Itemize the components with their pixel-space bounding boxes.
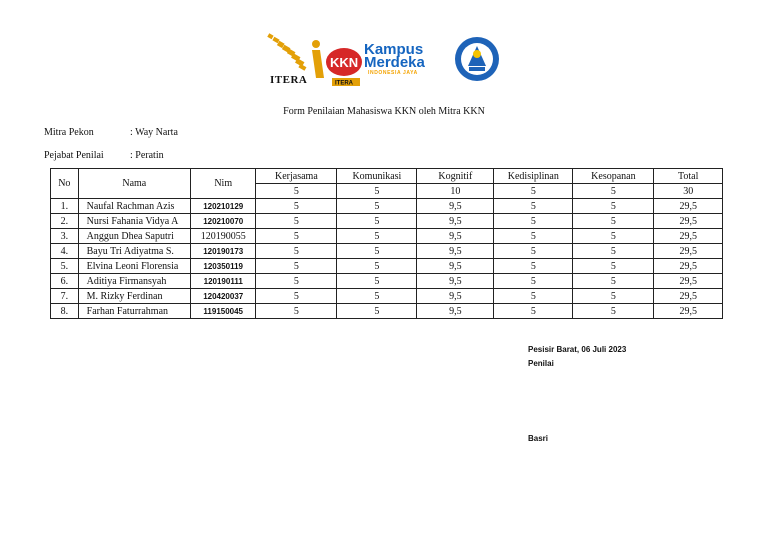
cell-kerjasama: 5 bbox=[256, 274, 337, 289]
cell-kognitif: 9,5 bbox=[417, 229, 494, 244]
table-row bbox=[51, 259, 723, 274]
cell-kerjasama: 5 bbox=[256, 289, 337, 304]
cell-no: 1. bbox=[51, 199, 79, 214]
cell-kedisiplinan: 5 bbox=[494, 199, 573, 214]
kampus-merdeka-line1: Kampus bbox=[364, 41, 424, 58]
cell-nim: 120420037 bbox=[190, 289, 255, 304]
cell-no: 4. bbox=[51, 244, 79, 259]
cell-komunikasi: 5 bbox=[337, 289, 417, 304]
cell-nama: Nursi Fahania Vidya A bbox=[78, 214, 190, 229]
cell-kerjasama: 5 bbox=[256, 229, 337, 244]
cell-no: 8. bbox=[51, 304, 79, 319]
cell-kognitif: 9,5 bbox=[417, 259, 494, 274]
header-total: Total bbox=[654, 169, 723, 184]
cell-kesopanan: 5 bbox=[573, 274, 654, 289]
cell-total: 29,5 bbox=[654, 304, 723, 319]
cell-nama: Naufal Rachman Azis bbox=[78, 199, 190, 214]
cell-komunikasi: 5 bbox=[337, 304, 417, 319]
cell-kedisiplinan: 5 bbox=[494, 304, 573, 319]
cell-nama: Bayu Tri Adiyatma S. bbox=[78, 244, 190, 259]
cell-kesopanan: 5 bbox=[573, 229, 654, 244]
header-kesopanan: Kesopanan bbox=[573, 169, 654, 184]
cell-total: 29,5 bbox=[654, 289, 723, 304]
cell-no: 3. bbox=[51, 229, 79, 244]
cell-kerjasama: 5 bbox=[256, 244, 337, 259]
cell-nama: Anggun Dhea Saputri bbox=[78, 229, 190, 244]
cell-kognitif: 9,5 bbox=[417, 199, 494, 214]
header-nama: Nama bbox=[78, 169, 190, 199]
table-row bbox=[51, 199, 723, 214]
cell-kesopanan: 5 bbox=[573, 214, 654, 229]
assessment-table bbox=[50, 168, 723, 319]
cell-nama: Elvina Leoni Florensia bbox=[78, 259, 190, 274]
cell-total: 29,5 bbox=[654, 214, 723, 229]
page-title: Form Penilaian Mahasiswa KKN oleh Mitra KKN bbox=[283, 106, 485, 117]
cell-kedisiplinan: 5 bbox=[494, 274, 573, 289]
signature-place-date: Pesisir Barat, 06 Juli 2023 bbox=[528, 345, 627, 354]
cell-kedisiplinan: 5 bbox=[494, 229, 573, 244]
cell-nama: Aditiya Firmansyah bbox=[78, 274, 190, 289]
kampus-merdeka-logo bbox=[364, 42, 446, 78]
max-komunikasi: 5 bbox=[337, 184, 417, 199]
cell-total: 29,5 bbox=[654, 199, 723, 214]
mitra-pekon-label: Mitra Pekon bbox=[44, 127, 94, 138]
cell-kerjasama: 5 bbox=[256, 304, 337, 319]
cell-komunikasi: 5 bbox=[337, 214, 417, 229]
header-logos bbox=[264, 30, 504, 90]
kkn-logo-subtext: ITERA bbox=[335, 80, 353, 87]
cell-nim: 120350119 bbox=[190, 259, 255, 274]
cell-kesopanan: 5 bbox=[573, 289, 654, 304]
cell-kedisiplinan: 5 bbox=[494, 289, 573, 304]
max-kedisiplinan: 5 bbox=[494, 184, 573, 199]
table-row bbox=[51, 274, 723, 289]
cell-nim: 119150045 bbox=[190, 304, 255, 319]
table-row bbox=[51, 304, 723, 319]
cell-komunikasi: 5 bbox=[337, 274, 417, 289]
cell-kognitif: 9,5 bbox=[417, 289, 494, 304]
kkn-logo-icon bbox=[308, 38, 364, 88]
cell-kesopanan: 5 bbox=[573, 259, 654, 274]
cell-kedisiplinan: 5 bbox=[494, 259, 573, 274]
cell-total: 29,5 bbox=[654, 229, 723, 244]
cell-nim: 120190173 bbox=[190, 244, 255, 259]
cell-nama: M. Rizky Ferdinan bbox=[78, 289, 190, 304]
cell-no: 6. bbox=[51, 274, 79, 289]
cell-no: 2. bbox=[51, 214, 79, 229]
mitra-pekon-row bbox=[44, 127, 178, 138]
tut-wuri-handayani-emblem-icon bbox=[454, 36, 500, 82]
cell-total: 29,5 bbox=[654, 259, 723, 274]
cell-total: 29,5 bbox=[654, 244, 723, 259]
header-komunikasi: Komunikasi bbox=[337, 169, 417, 184]
table-row bbox=[51, 244, 723, 259]
table-row bbox=[51, 289, 723, 304]
cell-nim: 120210129 bbox=[190, 199, 255, 214]
header-kognitif: Kognitif bbox=[417, 169, 494, 184]
cell-kedisiplinan: 5 bbox=[494, 214, 573, 229]
cell-komunikasi: 5 bbox=[337, 199, 417, 214]
max-total: 30 bbox=[654, 184, 723, 199]
kampus-merdeka-line3: INDONESIA JAYA bbox=[368, 70, 418, 76]
max-kesopanan: 5 bbox=[573, 184, 654, 199]
header-no: No bbox=[51, 169, 79, 199]
cell-kerjasama: 5 bbox=[256, 214, 337, 229]
cell-kognitif: 9,5 bbox=[417, 214, 494, 229]
cell-nim: 120190111 bbox=[190, 274, 255, 289]
cell-kesopanan: 5 bbox=[573, 304, 654, 319]
cell-no: 7. bbox=[51, 289, 79, 304]
mitra-pekon-value: : Way Narta bbox=[130, 127, 178, 138]
header-kedisiplinan: Kedisiplinan bbox=[494, 169, 573, 184]
signature-name: Basri bbox=[528, 434, 549, 443]
cell-kognitif: 9,5 bbox=[417, 244, 494, 259]
signature-role: Penilai bbox=[528, 359, 554, 368]
cell-komunikasi: 5 bbox=[337, 244, 417, 259]
header-row bbox=[51, 169, 723, 184]
cell-komunikasi: 5 bbox=[337, 259, 417, 274]
pejabat-penilai-row bbox=[44, 150, 164, 161]
cell-nim: 120190055 bbox=[190, 229, 255, 244]
cell-total: 29,5 bbox=[654, 274, 723, 289]
table-row bbox=[51, 229, 723, 244]
itera-logo-text: ITERA bbox=[270, 74, 308, 86]
cell-kerjasama: 5 bbox=[256, 259, 337, 274]
max-kognitif: 10 bbox=[417, 184, 494, 199]
cell-kognitif: 9,5 bbox=[417, 304, 494, 319]
max-kerjasama: 5 bbox=[256, 184, 337, 199]
cell-kerjasama: 5 bbox=[256, 199, 337, 214]
cell-nama: Farhan Faturrahman bbox=[78, 304, 190, 319]
cell-kesopanan: 5 bbox=[573, 199, 654, 214]
pejabat-penilai-label: Pejabat Penilai bbox=[44, 150, 104, 161]
cell-no: 5. bbox=[51, 259, 79, 274]
table-row bbox=[51, 214, 723, 229]
cell-nim: 120210070 bbox=[190, 214, 255, 229]
kkn-logo-text: KKN bbox=[330, 55, 359, 70]
cell-kognitif: 9,5 bbox=[417, 274, 494, 289]
cell-komunikasi: 5 bbox=[337, 229, 417, 244]
cell-kedisiplinan: 5 bbox=[494, 244, 573, 259]
pejabat-penilai-value: : Peratin bbox=[130, 150, 164, 161]
header-kerjasama: Kerjasama bbox=[256, 169, 337, 184]
cell-kesopanan: 5 bbox=[573, 244, 654, 259]
header-nim: Nim bbox=[190, 169, 255, 199]
kampus-merdeka-line2: Merdeka bbox=[364, 54, 425, 71]
